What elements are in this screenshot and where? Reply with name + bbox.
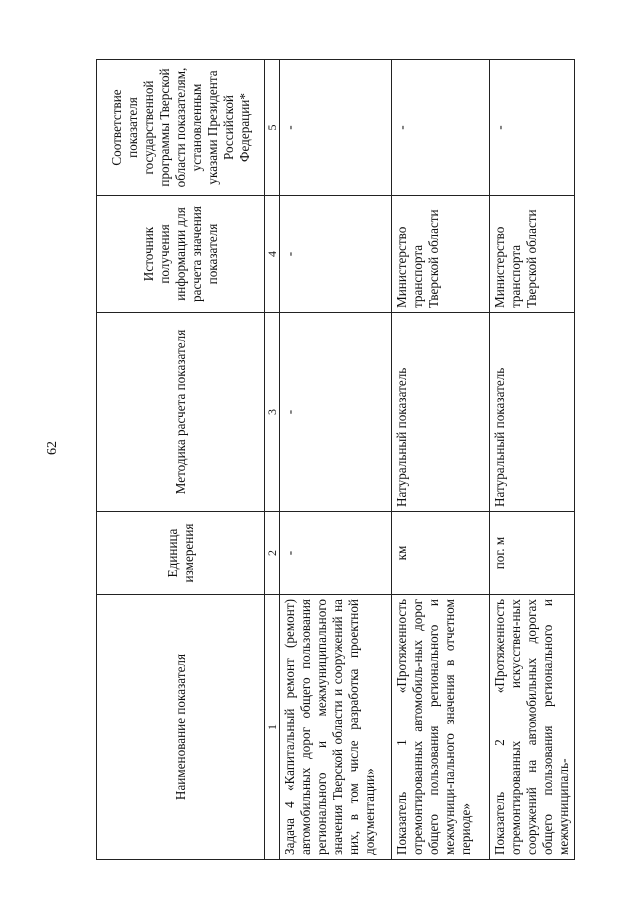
row-indicator-name: Показатель 2 «Протяженность отремонтированных искусствен-ных сооружений на автомобильных дорогах общего пользования регионального и межмуниципаль- <box>490 595 575 860</box>
header-indicator-name: Наименование показателя <box>97 595 265 860</box>
row-compliance: - <box>280 60 392 196</box>
header-unit: Единица измерения <box>97 512 265 595</box>
row-method: Натуральный показатель <box>392 313 490 512</box>
column-number: 4 <box>265 196 280 313</box>
row-compliance: - <box>490 60 575 196</box>
indicators-table <box>96 59 575 860</box>
page-number: 62 <box>45 441 60 455</box>
row-source: - <box>280 196 392 313</box>
row-compliance: - <box>392 60 490 196</box>
table-row <box>490 60 575 860</box>
header-compliance: Соответствие показателя государственной программы Тверской области показателям, установленным указами Президента Российской Федерации* <box>97 60 265 196</box>
table-header-row <box>97 60 265 860</box>
rotated-page-content <box>96 60 571 860</box>
row-indicator-name: Показатель 1 «Протяженность отремонтированных автомобиль-ных дорог общего пользования регионального и межмуници-пального значения в отчетном периоде» <box>392 595 490 860</box>
table-row <box>392 60 490 860</box>
row-unit: - <box>280 512 392 595</box>
row-unit: пог. м <box>490 512 575 595</box>
row-method: - <box>280 313 392 512</box>
row-source: Министерство транспорта Тверской области <box>490 196 575 313</box>
table-row <box>280 60 392 860</box>
column-number: 1 <box>265 595 280 860</box>
column-number: 5 <box>265 60 280 196</box>
column-number: 3 <box>265 313 280 512</box>
header-source: Источник получения информации для расчета значения показателя <box>97 196 265 313</box>
header-method: Методика расчета показателя <box>97 313 265 512</box>
row-indicator-name: Задача 4 «Капитальный ремонт (ремонт) автомобильных дорог общего пользования регионального и межмуниципального значения Тверской области и сооружений на них, в том числе разработка проектной документации» <box>280 595 392 860</box>
row-method: Натуральный показатель <box>490 313 575 512</box>
row-source: Министерство транспорта Тверской области <box>392 196 490 313</box>
column-number: 2 <box>265 512 280 595</box>
column-numbers-row <box>265 60 280 860</box>
row-unit: км <box>392 512 490 595</box>
